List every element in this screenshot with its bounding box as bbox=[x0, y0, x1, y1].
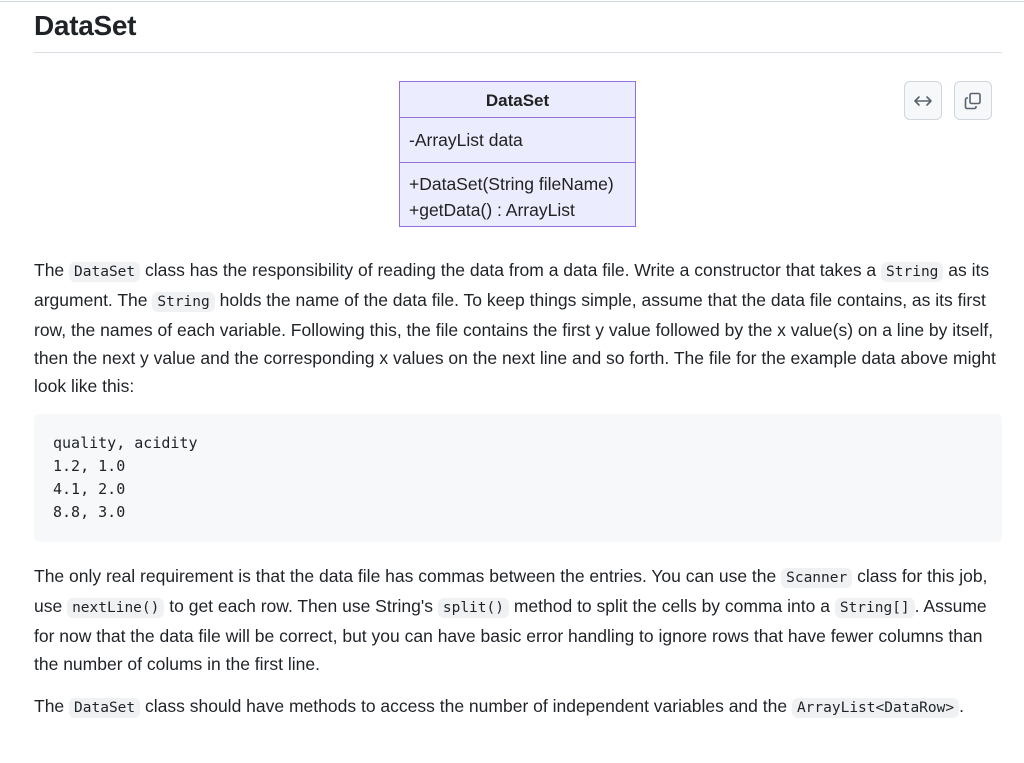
text: as its argument. The bbox=[34, 260, 990, 310]
paragraph-requirements bbox=[34, 562, 1002, 678]
text: holds the name of the data file. To keep things simple, assume that the data file contains, as its first row, the names of each variable. Following this, the file contains the first y value followed by the x value(s) on a line by itself, then the next y value and the corresponding x values on the next line and so forth. The file for the example data above might look like this: bbox=[34, 290, 996, 396]
text: class should have methods to access the number of independent variables and the bbox=[140, 696, 792, 716]
inline-code: Scanner bbox=[781, 568, 852, 588]
title-divider bbox=[34, 52, 1002, 53]
uml-methods bbox=[400, 162, 635, 226]
code-block bbox=[34, 414, 1002, 542]
paragraph-constructor bbox=[34, 256, 1002, 400]
inline-code: String bbox=[152, 292, 214, 312]
uml-class-diagram bbox=[399, 81, 636, 227]
inline-code: String[] bbox=[835, 598, 915, 618]
uml-attribute: -ArrayList data bbox=[409, 130, 523, 150]
text: class has the responsibility of reading the data from a data file. Write a constructor that takes a bbox=[140, 260, 882, 280]
double-arrow-icon bbox=[913, 95, 933, 107]
inline-code: ArrayList<DataRow> bbox=[792, 698, 959, 718]
inline-code: nextLine() bbox=[67, 598, 164, 618]
text: method to split the cells by comma into a bbox=[508, 596, 835, 616]
text: to get each row. Then use String's bbox=[164, 596, 438, 616]
uml-method: +DataSet(String fileName) bbox=[409, 174, 614, 194]
code-line: 1.2, 1.0 bbox=[53, 457, 126, 475]
uml-class-name: DataSet bbox=[485, 91, 550, 110]
inline-code: DataSet bbox=[69, 262, 140, 282]
paragraph-methods bbox=[34, 692, 1002, 722]
text: . bbox=[959, 696, 964, 716]
copy-icon bbox=[964, 92, 982, 110]
page-title: DataSet bbox=[34, 10, 137, 41]
text: The only real requirement is that the data file has commas between the entries. You can use the bbox=[34, 566, 782, 586]
copy-button[interactable] bbox=[954, 81, 992, 120]
code-line: 4.1, 2.0 bbox=[53, 480, 126, 498]
code-line: quality, acidity bbox=[53, 434, 198, 452]
inline-code: split() bbox=[438, 598, 509, 618]
text: The bbox=[34, 260, 70, 280]
top-divider bbox=[0, 1, 1024, 2]
uml-method: +getData() : ArrayList bbox=[409, 200, 575, 220]
expand-button[interactable] bbox=[904, 81, 942, 120]
text: The bbox=[34, 696, 70, 716]
text: . Assume for now that the data file will be correct, but you can have basic error handling to ignore rows that have fewer columns than the number of colums in the first line. bbox=[34, 596, 987, 674]
uml-attributes bbox=[400, 117, 635, 162]
inline-code: DataSet bbox=[69, 698, 140, 718]
code-line: 8.8, 3.0 bbox=[53, 503, 126, 521]
text: class for this job, use bbox=[34, 566, 988, 616]
inline-code: String bbox=[881, 262, 943, 282]
